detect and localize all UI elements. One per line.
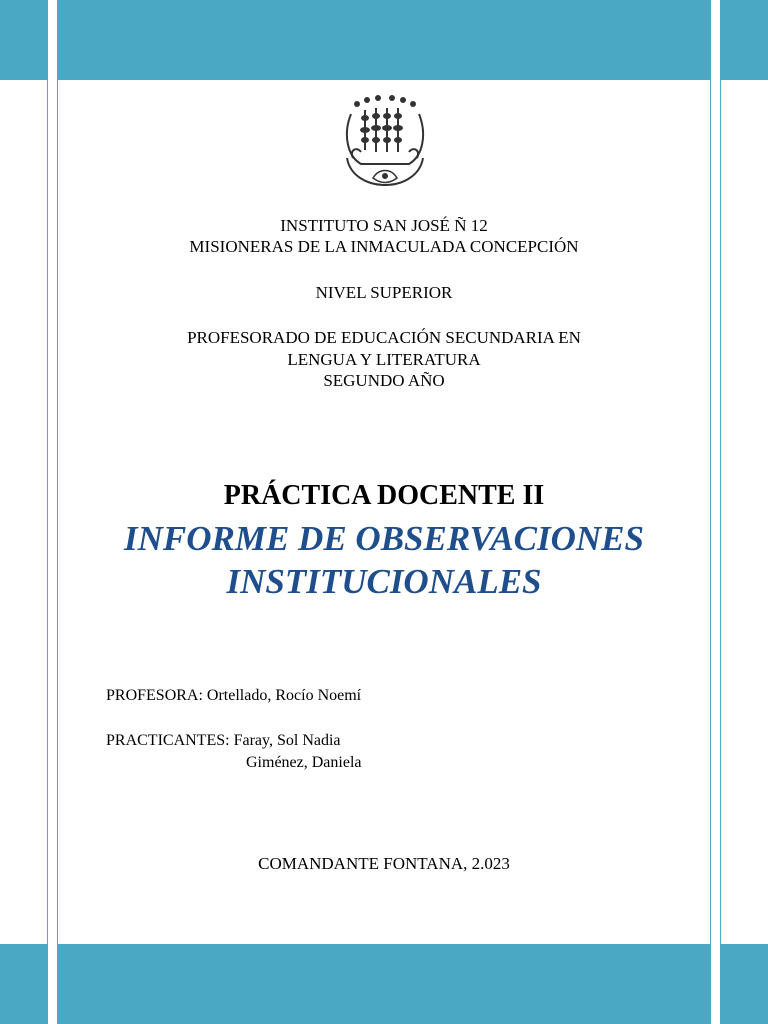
intern-name-2: Giménez, Daniela — [246, 754, 362, 771]
interns-line — [106, 732, 341, 750]
institution-order: MISIONERAS DE LA INMACULADA CONCEPCIÓN — [189, 237, 579, 256]
place-date: COMANDANTE FONTANA, 2.023 — [258, 854, 510, 873]
document-subtitle-line-2: INSTITUCIONALES — [226, 562, 542, 601]
document-title: PRÁCTICA DOCENTE II — [223, 480, 545, 511]
bottom-band — [58, 944, 710, 1024]
bottom-left-band — [0, 944, 47, 1024]
professor-line — [106, 687, 361, 705]
top-band — [58, 0, 710, 80]
top-right-band — [721, 0, 768, 80]
intern-name-1: Faray, Sol Nadia — [233, 732, 341, 749]
program-year: SEGUNDO AÑO — [323, 371, 445, 390]
bottom-right-band — [721, 944, 768, 1024]
interns-label: PRACTICANTES: — [106, 732, 230, 749]
program-line-1: PROFESORADO DE EDUCACIÓN SECUNDARIA EN — [187, 328, 581, 347]
institution-name: INSTITUTO SAN JOSÉ Ñ 12 — [280, 216, 488, 235]
professor-name: Ortellado, Rocío Noemí — [206, 687, 362, 704]
crest-icon — [343, 94, 427, 200]
program-line-2: LENGUA Y LITERATURA — [287, 350, 481, 369]
document-subtitle-line-1: INFORME DE OBSERVACIONES — [123, 519, 644, 558]
level: NIVEL SUPERIOR — [315, 283, 453, 302]
professor-label: PROFESORA: — [106, 687, 203, 704]
top-left-band — [0, 0, 47, 80]
